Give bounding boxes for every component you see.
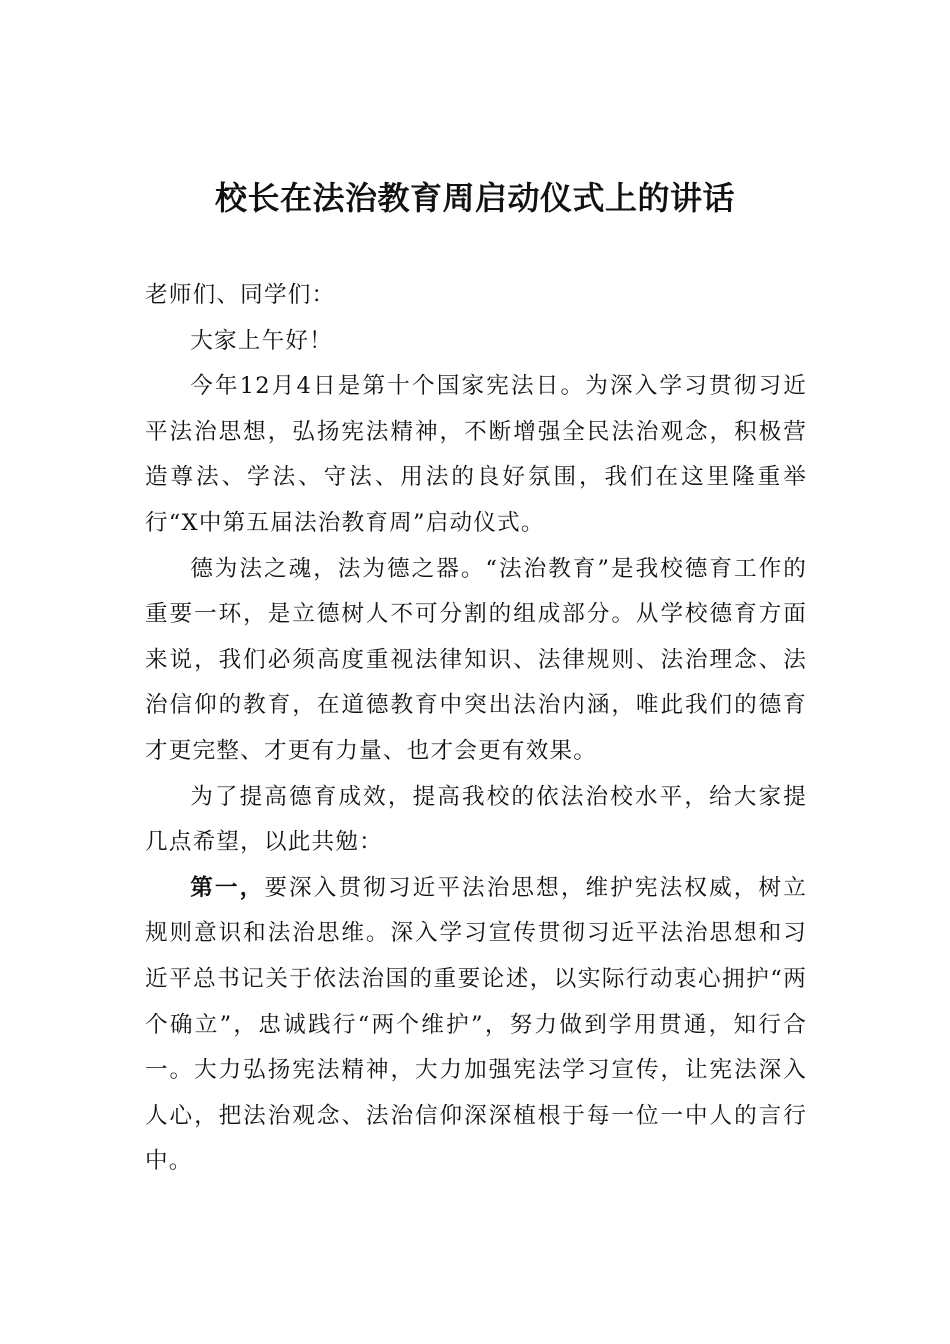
greeting: 大家上午好！: [190, 327, 333, 354]
paragraph-hopes-intro: 为了提高德育成效，提高我校的依法治校水平，给大家提几点希望，以此共勉：: [145, 783, 807, 856]
salutation: 老师们、同学们：: [145, 282, 336, 308]
document-title: 校长在法治教育周启动仪式上的讲话: [214, 179, 735, 217]
paragraph-point-one: [145, 866, 807, 1185]
point-one-text: 要深入贯彻习近平法治思想，维护宪法权威，树立规则意识和法治思维。深入学习宣传贯彻习近平法治思想和习近平总书记关于依法治国的重要论述，以实际行动衷心拥护“两个确立”，忠诚践行“两个维护”，努力做到学用贯通，知行合一。大力弘扬宪法精神，大力加强宪法学习宣传，让宪法深入人心，把法治观念、法治信仰深深植根于每一位一中人的言行中。: [145, 874, 807, 1175]
point-one-lead: 第一，: [190, 874, 265, 901]
paragraph-moral-education: 德为法之魂，法为德之器。“法治教育”是我校德育工作的重要一环，是立德树人不可分割的组成部分。从学校德育方面来说，我们必须高度重视法律知识、法律规则、法治理念、法治信仰的教育，在道德教育中突出法治内涵，唯此我们的德育才更完整、才更有力量、也才会更有效果。: [145, 555, 807, 764]
paragraph-constitution-day: 今年12月4日是第十个国家宪法日。为深入学习贯彻习近平法治思想，弘扬宪法精神，不断增强全民法治观念，积极营造尊法、学法、守法、用法的良好氛围，我们在这里隆重举行“X中第五届法治教育周”启动仪式。: [145, 373, 807, 536]
document-body: [145, 273, 807, 1185]
